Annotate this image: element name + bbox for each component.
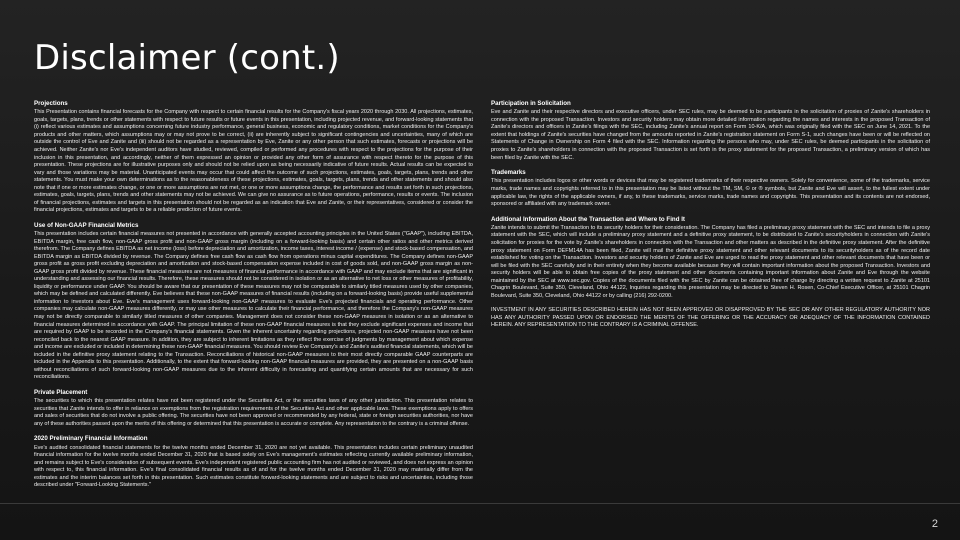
section-body: Eve and Zanite and their respective directors and executive officers, under SEC rules, may be deemed to be participants in the solicitation of proxies of Zanite's shareholders in connection with the proposed Transaction. Investors and security holders may obtain more detailed information regarding the names and interests in the proposed Transaction of Zanite's directors and officers in Zanite's filings with the SEC, including Zanite's annual report on Form 10-K/A, which was originally filed with the SEC on June 14, 2021. To the extent that holdings of Zanite's securities have changed from the amounts reported in Zanite's registration statement on Form S-1, such changes have been or will be reflected on Statements of Change in Ownership on Form 4 filed with the SEC. Information regarding the persons who may, under SEC rules, be deemed participants in the solicitation of proxies to Zanite's shareholders in connection with the proposed Transaction is set forth in the proxy statement for the proposed Transaction, a preliminary version of which has been filed by Zanite with the SEC.: [491, 109, 932, 161]
section-preliminary-financial: [34, 435, 473, 490]
footer-divider: [0, 503, 960, 504]
section-additional-information: [491, 216, 930, 301]
section-heading: Trademarks: [491, 169, 526, 177]
section-body: This presentation includes certain financial measures not presented in accordance with generally accepted accounting principles in the United States ("GAAP"), including EBITDA, EBITDA margin, free cash flow, non-GAAP gross profit and non-GAAP gross margin (including on a forward-looking basis) and certain other ratios and other metrics derived therefrom. The Company defines EBITDA as net income (loss) before depreciation and amortization, income taxes, interest income / (expense) and stock-based compensation, and EBITDA margin as EBITDA divided by revenue. The Company defines free cash flow as cash flow from operations minus capital expenditures. The Company defines non-GAAP gross profit as gross profit excluding depreciation and amortization and stock-based compensation expense included in cost of goods sold, and non-GAAP gross margin as non-GAAP gross profit divided by revenue. These financial measures are not measures of financial performance in accordance with GAAP and may exclude items that are significant in understanding and assessing our financial results. Therefore, these measures should not be considered in isolation or as an alternative to net loss or other measures of profitability, liquidity or performance under GAAP. You should be aware that our presentation of these measures may not be comparable to similarly titled measures used by other companies, which may be defined and calculated differently. Eve believes that these non-GAAP measures of financial results (including on a forward-looking basis) provide useful supplemental information to investors about Eve. Eve's management uses forward-looking non-GAAP measures to evaluate Eve's projected financials and operating performance. Other companies may calculate non-GAAP measures differently, or may use other measures to calculate their financial performance, and therefore the Company's non-GAAP measures may not be directly comparable to similarly titled measures of other companies. Management does not consider these non-GAAP measures in isolation or as an alternative to financial measures determined in accordance with GAAP. The principal limitation of these non-GAAP financial measures is that they exclude significant expenses and income that are required by GAAP to be recorded in the Company's financial statements. Given the inherent uncertainty regarding projections, projected non-GAAP measures have not been reconciled back to the nearest GAAP measure. In addition, they are subject to inherent limitations as they reflect the exercise of judgments by management about which expense and income are excluded or included in determining these non-GAAP financial measures. You should review Eve Company's and Zanite's audited financial statements, which will be included in the definitive proxy statement relating to the Transaction. Reconciliations of historical non-GAAP measures to their most directly comparable GAAP counterparts are included in the Appendix to this presentation. Additionally, to the extent that forward-looking non-GAAP financial measures are provided, they are presented on a non-GAAP basis without reconciliations of such forward-looking non-GAAP measures due to the inherent difficulty in forecasting and quantifying certain amounts that are necessary for such reconciliations.: [34, 231, 475, 381]
section-heading: Private Placement: [34, 388, 88, 396]
section-participation-solicitation: [491, 100, 930, 162]
page-title: Disclaimer (cont.): [34, 38, 340, 78]
section-body: The securities to which this presentation relates have not been registered under the Securities Act, or the securities laws of any other jurisdiction. This presentation relates to securities that Zanite intends to offer in reliance on exemptions from the registration requirements of the Securities Act and other applicable laws. These exemptions apply to offers and sales of securities that do not involve a public offering. The securities have not been approved or recommended by any federal, state or foreign securities authorities, nor have any of these authorities passed upon the merits of this offering or determined that this presentation is accurate or complete. Any representation to the contrary is a criminal offense.: [34, 398, 475, 427]
right-column: [491, 100, 930, 497]
section-heading: 2020 Preliminary Financial Information: [34, 435, 148, 443]
section-investment-notice: [491, 307, 930, 330]
section-trademarks: [491, 169, 930, 208]
section-body: Zanite intends to submit the Transaction to its security holders for their consideration. The Company has filed a preliminary proxy statement with the SEC and intends to file a proxy statement with the SEC, which will include a preliminary proxy statement and a definitive proxy statement, to be distributed to Zanite's securityholders in connection with Zanite's solicitation for proxies for the vote by Zanite's shareholders in connection with the Transaction and other matters as described in the definitive proxy statement. After the definitive proxy statement on Form DEFM14A has been filed, Zanite will mail the definitive proxy statement and other relevant documents to its securityholders as of the record date established for voting on the Transaction. Investors and security holders of Zanite and Eve are urged to read the proxy statement and other relevant documents that have been or will be filed with the SEC carefully and in their entirety when they become available because they will contain important information about the proposed Transaction. Investors and security holders will be able to obtain free copies of the proxy statement and other documents containing important information about Zanite and Eve through the website maintained by the SEC at www.sec.gov. Copies of the documents filed with the SEC by Zanite can be obtained free of charge by directing a written request to Zanite at 25101 Chagrin Boulevard, Suite 350, Cleveland, Ohio 44122, Inquiries regarding this presentation may be directed to Steven H. Rosen, Co-Chief Executive Officer, at 25101 Chagrin Boulevard, Suite 350, Cleveland, Ohio 44122 or by calling (216) 292-0200.: [491, 224, 932, 299]
page-number: 2: [931, 518, 938, 530]
section-body: This presentation includes logos or other words or devices that may be registered trademarks of their respective owners. Solely for convenience, some of the trademarks, service marks, trade names and copyrights referred to in this presentation may be listed without the TM, SM, © or ® symbols, but Zanite and Eve will assert, to the fullest extent under applicable law, the rights of the applicable owners, if any, to these trademarks, service marks, trade names and copyrights. This presentation and its contents are not endorsed, sponsored or affiliated with any trademark owner.: [491, 178, 932, 208]
left-column: [34, 100, 473, 497]
disclaimer-body: [34, 100, 930, 497]
section-projections: [34, 100, 473, 215]
section-private-placement: [34, 389, 473, 428]
section-heading: Projections: [34, 100, 68, 107]
section-body: INVESTMENT IN ANY SECURITIES DESCRIBED HEREIN HAS NOT BEEN APPROVED OR DISAPPROVED BY THE SEC OR ANY OTHER REGULATORY AUTHORITY NOR HAS ANY AUTHORITY PASSED UPON OR ENDORSED THE MERITS OF THE OFFERING OR THE ACCURACY OR ADEQUACY OF THE INFORMATION CONTAINED HEREIN. ANY REPRESENTATION TO THE CONTRARY IS A CRIMINAL OFFENSE.: [491, 307, 932, 329]
section-heading: Participation in Solicitation: [491, 100, 571, 107]
section-body: Eve's audited consolidated financial statements for the twelve months ended December 31, 2020 are not yet available. This presentation includes certain preliminary unaudited financial information for the twelve months ended December 31, 2020 that is based solely on Eve's management's estimates reflecting currently available preliminary information, and remains subject to Eve's consideration of subsequent events. Eve's independent registered public accounting firm has not audited or reviewed, and does not express an opinion with respect to, this financial information. Eve's final consolidated financial results as of and for the twelve months ended December 31, 2020 may materially differ from the estimates and the interim balances set forth in this presentation. Such estimates constitute forward-looking statements and are subject to risks and uncertainties, including those described under "Forward-Looking Statements.": [34, 444, 475, 489]
section-heading: Additional Information About the Transaction and Where to Find It: [491, 215, 685, 223]
section-heading: Use of Non-GAAP Financial Metrics: [34, 221, 139, 229]
section-non-gaap: [34, 222, 473, 382]
section-body: This Presentation contains financial forecasts for the Company with respect to certain financial results for the Company's fiscal years 2020 through 2030. All projections, estimates, goals, targets, plans, trends or other statements with respect to future results or future events in this presentation, including projected revenue, and forward-looking statements that (i) reflect various estimates and assumptions concerning future industry performance, general business, economic and regulatory conditions, market conditions for the Company's products and other matters, which assumptions may or may not prove to be correct, (ii) are inherently subject to significant contingencies and uncertainties, many of which are outside the control of Eve and Zanite and (iii) should not be regarded as a representation by Eve, Zanite or any other person that such estimates, forecasts or projections will be achieved. Neither Zanite's nor Eve's independent auditors have studied, reviewed, compiled or performed any procedures with respect to the projections for the purpose of their inclusion in this presentation, and accordingly, neither of them expressed an opinion or provided any other form of assurance with respect thereto for the purpose of this presentation. These projections are for illustrative purposes only and should not be relied upon as being necessarily indicative of future results. Actual results can be expected to vary and those variations may be material. Unanticipated events may occur that could affect the outcome of such projections, estimates, goals, targets, plans, trends and other statements. You must make your own determinations as to the reasonableness of these projections, estimates, goals, targets, plans, trends and other statements and should also note that if one or more estimates change, or one or more assumptions are not met, or one or more assumptions change, the performance and results set forth in such projections, estimates, goals, targets, plans, trends and other statements may not be achieved. We can give no assurance as to future operations, performance, results or events. The inclusion of financial projections, estimates and targets in this presentation should not be regarded as an indication that Eve and Zanite, or their representatives, considered or consider the financial projections, estimates and targets to be a reliable prediction of future events.: [34, 109, 475, 214]
